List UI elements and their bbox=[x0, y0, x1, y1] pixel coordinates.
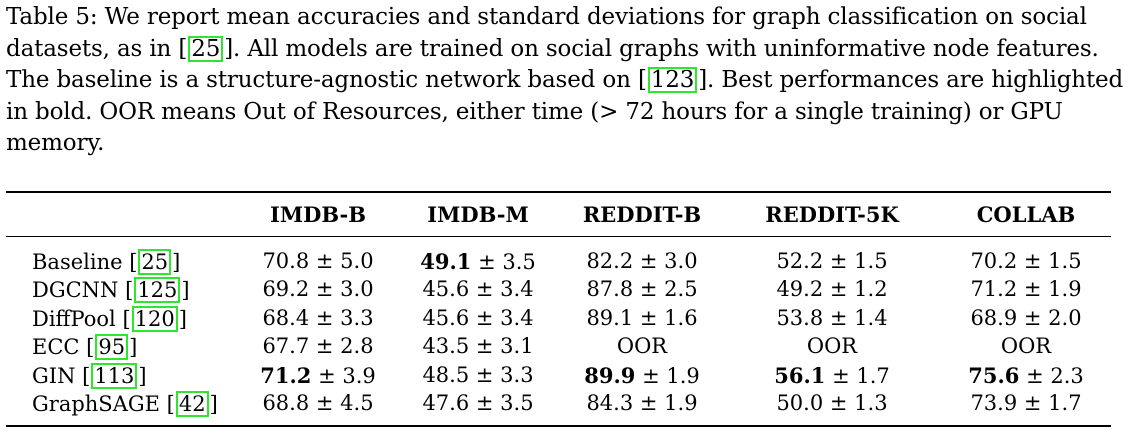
row-model-name: DiffPool [ 120 ] bbox=[32, 307, 187, 331]
table-cell: 47.6 ± 3.5 bbox=[422, 391, 534, 415]
citation-link[interactable]: 113 bbox=[91, 363, 137, 389]
table-cell: 89.9 ± 1.9 bbox=[584, 363, 700, 388]
table-cell: 70.8 ± 5.0 bbox=[262, 249, 374, 273]
column-header: IMDB-M bbox=[427, 202, 529, 227]
table-cell: 89.1 ± 1.6 bbox=[586, 306, 698, 330]
table-cell: 68.4 ± 3.3 bbox=[262, 306, 374, 330]
citation-link[interactable]: 25 bbox=[138, 249, 171, 275]
column-header: IMDB-B bbox=[270, 202, 366, 227]
table-cell: 71.2 ± 1.9 bbox=[970, 277, 1082, 301]
table-cell: 43.5 ± 3.1 bbox=[422, 334, 534, 358]
table-top-rule bbox=[6, 191, 1111, 193]
column-header: REDDIT-5K bbox=[765, 202, 899, 227]
table-cell: 56.1 ± 1.7 bbox=[774, 363, 890, 388]
table-cell: 50.0 ± 1.3 bbox=[776, 391, 888, 415]
table-cell: 87.8 ± 2.5 bbox=[586, 277, 698, 301]
table-cell: OOR bbox=[806, 334, 858, 358]
caption-line: Table 5: We report mean accuracies and standard deviations for graph classification on social bbox=[6, 4, 1087, 30]
table-caption bbox=[6, 2, 1124, 160]
row-model-name: DGCNN [ 125 ] bbox=[32, 278, 190, 302]
citation-link[interactable]: 125 bbox=[134, 277, 180, 303]
citation-link[interactable]: 25 bbox=[188, 36, 223, 62]
row-model-name: GraphSAGE [ 42 ] bbox=[32, 392, 218, 416]
caption-line: memory. bbox=[6, 130, 105, 156]
table-cell: 45.6 ± 3.4 bbox=[422, 306, 534, 330]
table-cell: 67.7 ± 2.8 bbox=[262, 334, 374, 358]
row-model-name: Baseline [ 25 ] bbox=[32, 250, 181, 274]
citation-link[interactable]: 42 bbox=[176, 391, 209, 417]
table-cell: 71.2 ± 3.9 bbox=[260, 363, 376, 388]
table-cell: 45.6 ± 3.4 bbox=[422, 277, 534, 301]
citation-link[interactable]: 123 bbox=[648, 67, 697, 93]
table-bottom-rule bbox=[6, 425, 1111, 427]
table-cell: 53.8 ± 1.4 bbox=[776, 306, 888, 330]
column-header: REDDIT-B bbox=[582, 202, 702, 227]
caption-line: in bold. OOR means Out of Resources, either time (> 72 hours for a single training) or GPU bbox=[6, 98, 1063, 125]
table-cell: 68.8 ± 4.5 bbox=[262, 391, 374, 415]
column-header: COLLAB bbox=[976, 202, 1076, 227]
table-cell: 84.3 ± 1.9 bbox=[586, 391, 698, 415]
table-cell: 75.6 ± 2.3 bbox=[968, 363, 1084, 388]
row-model-name: GIN [ 113 ] bbox=[32, 364, 147, 388]
table-cell: 68.9 ± 2.0 bbox=[970, 306, 1082, 330]
table-cell: 52.2 ± 1.5 bbox=[776, 249, 888, 273]
table-cell: 49.1 ± 3.5 bbox=[420, 249, 536, 274]
table-cell: 49.2 ± 1.2 bbox=[776, 277, 888, 301]
caption-line: datasets, as in [ 25 ]. All models are trained on social graphs with uninformative node features. bbox=[6, 35, 1099, 62]
table-cell: OOR bbox=[1000, 334, 1052, 358]
table-cell: 70.2 ± 1.5 bbox=[970, 249, 1082, 273]
table-cell: 82.2 ± 3.0 bbox=[586, 249, 698, 273]
table-cell: 48.5 ± 3.3 bbox=[422, 363, 534, 387]
table-cell: OOR bbox=[616, 334, 668, 358]
citation-link[interactable]: 95 bbox=[95, 334, 128, 360]
citation-link[interactable]: 120 bbox=[132, 306, 178, 332]
row-model-name: ECC [ 95 ] bbox=[32, 335, 138, 359]
table-header-rule bbox=[6, 236, 1111, 237]
table-cell: 69.2 ± 3.0 bbox=[262, 277, 374, 301]
table-cell: 73.9 ± 1.7 bbox=[970, 391, 1082, 415]
caption-line: The baseline is a structure-agnostic network based on [ 123 ]. Best performances are highlighted bbox=[6, 67, 1124, 93]
